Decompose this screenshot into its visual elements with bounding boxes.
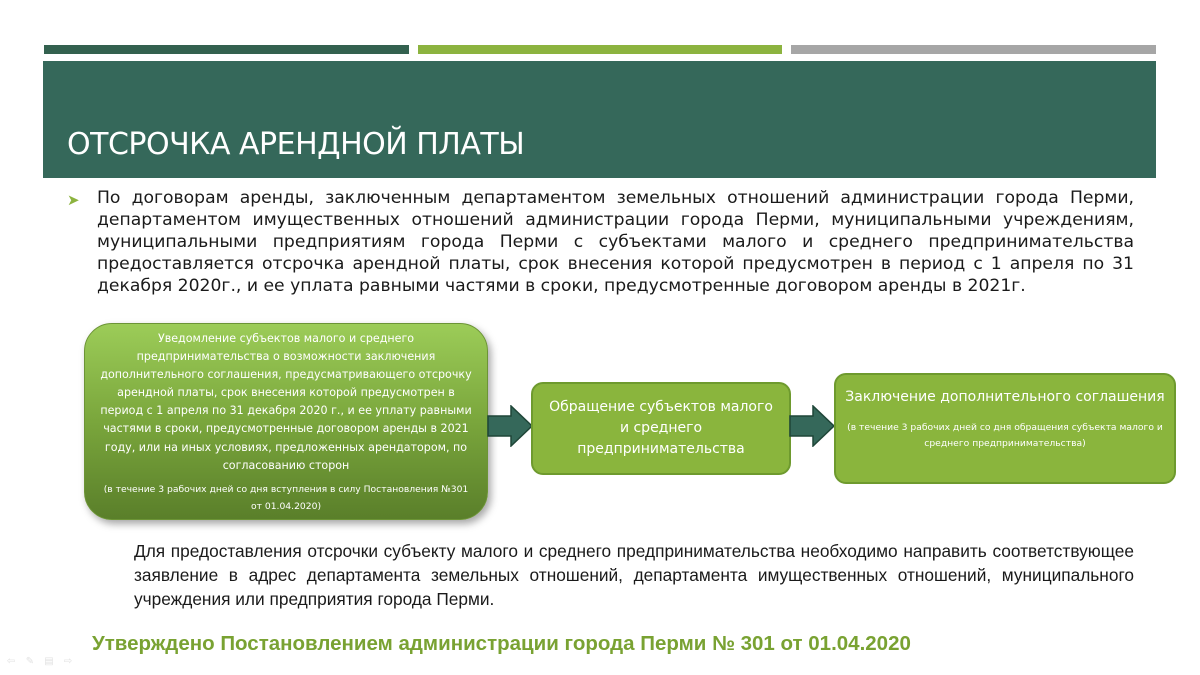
slide-title: ОТСРОЧКА АРЕНДНОЙ ПЛАТЫ <box>67 127 525 162</box>
step-agreement-text: Заключение дополнительного соглашения <box>845 389 1165 405</box>
step-application-box <box>531 382 791 475</box>
step-application-text: Обращение субъектов малого и среднего предпринимательства <box>549 399 773 457</box>
intro-paragraph: По договорам аренды, заключенным департаментом земельных отношений администрации города Перми, департаментом имущественных отношений администрации города Перми, муниципальными учреждениям, муниципальными предприятиям города Перми с субъектами малого и среднего предпринимательства предоставляется отсрочка арендной платы, срок внесения которой предусмотрен в период с 1 апреля по 31 декабря 2020г., и ее уплата равными частями в сроки, предусмотренные договором аренды в 2021г. <box>97 188 1134 296</box>
title-bar <box>43 61 1156 178</box>
step-notification-box <box>84 323 488 520</box>
step-notification-text: Уведомление субъектов малого и среднего предпринимательства о возможности заключения дополнительного соглашения, предусматривающего отсрочку арендной платы, срок внесения которой предусмотрен в период с 1 апреля по 31 декабря 2020 г., и ее уплату равными частями в сроки, предусмотренные договором аренды в 2021 году, или на иных условиях, предложенных арендатором, по согласованию сторон <box>100 332 472 472</box>
arrow-left-icon[interactable]: ⇦ <box>6 656 16 667</box>
bullet-arrow-icon: ➤ <box>67 191 80 209</box>
step-agreement-deadline: (в течение 3 рабочих дней со дня обращения субъекта малого и среднего предпринимательства) <box>847 422 1163 449</box>
arrow-right-icon[interactable]: ⇨ <box>63 656 73 667</box>
slideshow-controls <box>4 656 75 668</box>
header-strip-gray <box>791 45 1156 54</box>
pen-icon[interactable]: ✎ <box>25 656 35 667</box>
approval-line: Утверждено Постановлением администрации города Перми № 301 от 01.04.2020 <box>92 632 911 655</box>
flow-arrow-icon <box>487 405 533 447</box>
step-agreement-box <box>834 373 1176 484</box>
header-strip-green <box>418 45 782 54</box>
step-notification-deadline: (в течение 3 рабочих дней со дня вступления в силу Постановления №301 от 01.04.2020) <box>103 483 469 512</box>
application-note: Для предоставления отсрочки субъекту малого и среднего предпринимательства необходимо направить соответствующее заявление в адрес департамента земельных отношений, департамента имущественных отношений, муниципального учреждения или предприятия города Перми. <box>134 541 1134 609</box>
menu-icon[interactable]: ▤ <box>44 656 54 667</box>
header-strip-dark <box>44 45 409 54</box>
flow-arrow-icon <box>789 405 835 447</box>
